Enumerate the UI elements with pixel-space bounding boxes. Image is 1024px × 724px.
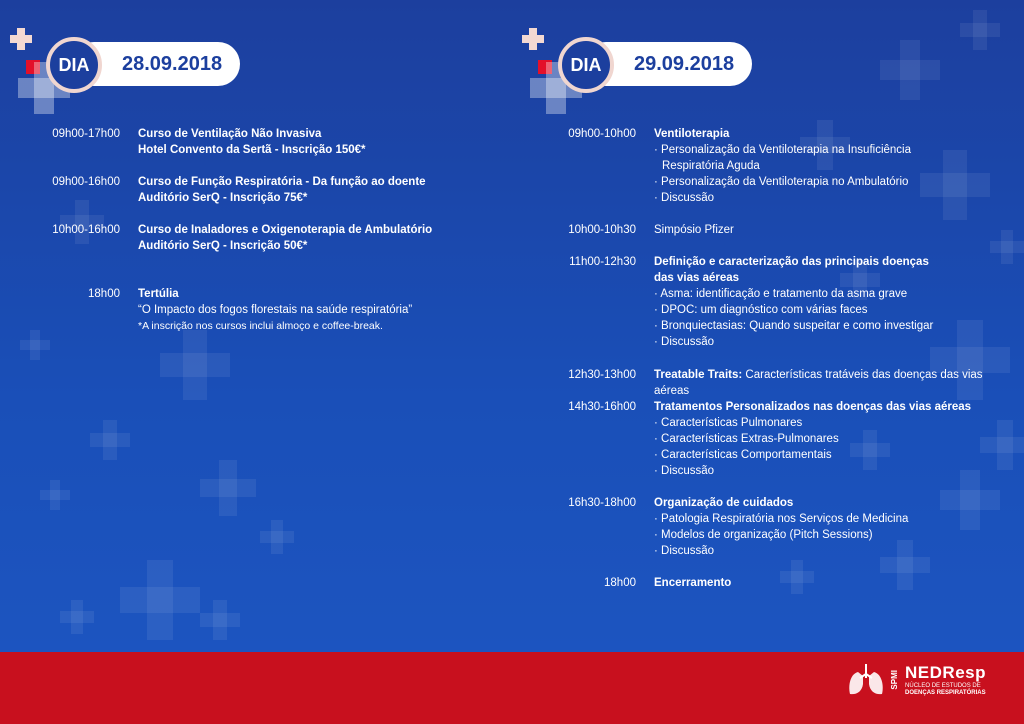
- event-time: 18h00: [88, 288, 120, 300]
- event-time: 18h00: [604, 577, 636, 589]
- list-item: · Características Extras-Pulmonares: [654, 433, 839, 445]
- list-item: Respiratória Aguda: [662, 160, 760, 172]
- event-title: Tratamentos Personalizados nas doenças das vias aéreas: [654, 401, 972, 413]
- list-item: · DPOC: um diagnóstico com várias faces: [654, 304, 868, 316]
- event-title: Tertúlia: [138, 288, 179, 300]
- event-title: Simpósio Pfizer: [654, 224, 734, 236]
- list-item: · Personalização da Ventiloterapia no Ambulatório: [654, 176, 909, 188]
- event-time: 09h00-10h00: [568, 128, 636, 140]
- event-title: Organização de cuidados: [654, 497, 794, 509]
- day2-panel: [512, 0, 1024, 652]
- event-venue: Auditório SerQ - Inscrição 75€*: [138, 192, 308, 204]
- list-item: · Asma: identificação e tratamento da asma grave: [654, 288, 908, 300]
- event-venue: Auditório SerQ - Inscrição 50€*: [138, 240, 308, 252]
- list-item: · Patologia Respiratória nos Serviços de Medicina: [654, 513, 909, 525]
- list-item: · Discussão: [654, 192, 715, 204]
- cross-icon: [10, 28, 32, 50]
- event-time: 11h00-12h30: [569, 256, 636, 268]
- day1-panel: [0, 0, 512, 652]
- event-title: Curso de Ventilação Não Invasiva: [138, 128, 322, 140]
- event-title: Treatable Traits:: [654, 369, 743, 381]
- day-badge: DIA: [558, 37, 614, 93]
- logo-name: NEDResp: [905, 663, 986, 682]
- event-title: Encerramento: [654, 577, 732, 589]
- event-title: Ventiloterapia: [654, 128, 730, 140]
- footnote: *A inscrição nos cursos inclui almoço e coffee-break.: [138, 320, 383, 332]
- cross-icon: [522, 28, 544, 50]
- list-item: · Discussão: [654, 336, 715, 348]
- list-item: · Características Pulmonares: [654, 417, 803, 429]
- lungs-icon: [846, 662, 886, 698]
- logo-subtitle: DOENÇAS RESPIRATÓRIAS: [905, 690, 986, 696]
- event-time: 09h00-16h00: [52, 176, 120, 188]
- list-item: · Discussão: [654, 545, 715, 557]
- day-date: 28.09.2018: [122, 52, 223, 75]
- event-time: 12h30-13h00: [568, 369, 636, 381]
- event-venue: Hotel Convento da Sertã - Inscrição 150€*: [138, 144, 366, 156]
- list-item: · Discussão: [654, 465, 715, 477]
- list-item: · Características Comportamentais: [654, 449, 832, 461]
- list-item: · Personalização da Ventiloterapia na Insuficiência: [654, 144, 911, 156]
- nedresp-logo: [846, 662, 986, 698]
- list-item: · Bronquiectasias: Quando suspeitar e como investigar: [654, 320, 934, 332]
- list-item: · Modelos de organização (Pitch Sessions): [654, 529, 873, 541]
- event-time: 10h00-16h00: [52, 224, 120, 236]
- spmi-label: SPMI: [890, 670, 900, 690]
- day-badge: DIA: [46, 37, 102, 93]
- event-time: 09h00-17h00: [52, 128, 120, 140]
- event-time: 14h30-16h00: [568, 401, 636, 413]
- event-description: Características tratáveis das doenças das vias aéreas: [654, 369, 983, 397]
- logo-subtitle: NÚCLEO DE ESTUDOS DE: [905, 683, 981, 689]
- event-time: 10h00-10h30: [568, 224, 636, 236]
- event-title: Curso de Inaladores e Oxigenoterapia de Ambulatório: [138, 224, 433, 236]
- event-title: Definição e caracterização das principais doenças das vias aéreas: [654, 256, 929, 284]
- event-description: “O Impacto dos fogos florestais na saúde respiratória”: [138, 304, 413, 316]
- event-title: Curso de Função Respiratória - Da função ao doente: [138, 176, 426, 188]
- day-date: 29.09.2018: [634, 52, 735, 75]
- event-time: 16h30-18h00: [568, 497, 636, 509]
